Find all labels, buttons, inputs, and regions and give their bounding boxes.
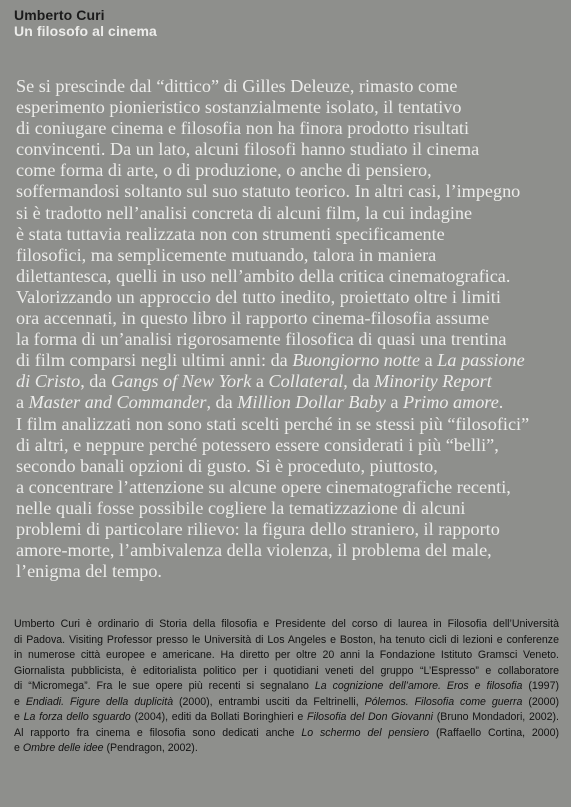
blurb-line: [16, 224, 561, 245]
blurb-line: [16, 477, 561, 498]
text-run: (2000), entrambi usciti da Feltrinelli,: [173, 695, 365, 708]
blurb-line: [16, 181, 561, 202]
text-run: in numerose città europee e americane. Ha diretto per oltre 20 anni la Fondazione Istituto Gramsci Veneto.: [14, 649, 559, 661]
text-run: di altri, e neppure perché potessero essere considerati i più “belli”,: [16, 434, 499, 455]
blurb-line: [16, 456, 561, 477]
blurb-line: [16, 97, 561, 118]
italic-title: La passione: [437, 350, 525, 371]
text-run: secondo banali opzioni di gusto. Si è proceduto, piuttosto,: [16, 455, 438, 476]
text-run: a: [251, 371, 269, 392]
blurb-line: [16, 266, 561, 287]
text-run: , da: [80, 371, 111, 392]
blurb-line: [16, 308, 561, 329]
text-run: (Raffaello Cortina, 2000): [429, 726, 559, 739]
text-run: (2000): [522, 695, 559, 708]
italic-title: Pólemos. Filosofia come guerra: [364, 695, 523, 708]
text-run: è stata tuttavia realizzata non con strumenti specificamente: [16, 223, 445, 244]
blurb-line: [16, 350, 561, 371]
text-run: , da: [206, 392, 238, 413]
bio-line: [14, 633, 559, 649]
text-run: (2004), editi da Bollati Boringhieri e: [130, 711, 307, 723]
blurb-line: [16, 76, 561, 97]
text-run: I film analizzati non sono stati scelti perché in se stessi più “filosofici”: [16, 413, 530, 434]
blurb-line: [16, 245, 561, 266]
text-run: ora accennati, in questo libro il rapporto cinema-filosofia assume: [16, 308, 490, 329]
text-run: soffermandosi soltanto sul suo statuto teorico. In altri casi, l’impegno: [16, 181, 521, 202]
book-blurb: [16, 76, 561, 582]
text-run: di film comparsi negli ultimi anni: da: [16, 350, 293, 371]
text-run: Umberto Curi è ordinario di Storia della filosofia e Presidente del corso di laurea in Filosofia dell’Università: [14, 618, 559, 630]
italic-title: Million Dollar Baby: [237, 392, 386, 413]
bio-line: [14, 664, 559, 680]
blurb-line: [16, 118, 561, 139]
text-run: convincenti. Da un lato, alcuni filosofi hanno studiato il cinema: [16, 139, 480, 160]
bio-line: [14, 695, 559, 711]
text-run: la forma di un’analisi rigorosamente filosofica di quasi una trentina: [16, 329, 507, 350]
text-run: Giornalista pubblicista, è editorialista politico per i quotidiani veneti del gruppo “L’Espresso” e collaboratore: [14, 664, 559, 677]
italic-title: Minority Report: [374, 371, 492, 392]
text-run: (Pendragon, 2002).: [103, 742, 198, 754]
text-run: e: [14, 742, 23, 754]
blurb-line: [16, 371, 561, 392]
blurb-line: [16, 561, 561, 582]
text-run: si è tradotto nell’analisi concreta di alcuni film, la cui indagine: [16, 202, 473, 223]
bio-line: [14, 617, 559, 633]
bio-line: [14, 679, 559, 695]
blurb-line: [16, 414, 561, 435]
blurb-line: [16, 139, 561, 160]
blurb-line: [16, 392, 561, 413]
text-run: come forma di arte, o di produzione, o anche di pensiero,: [16, 160, 432, 181]
text-run: a: [385, 392, 403, 413]
italic-title: Collateral: [268, 371, 344, 392]
bio-line: [14, 710, 559, 726]
text-run: (Bruno Mondadori, 2002).: [433, 711, 559, 723]
text-run: di coniugare cinema e filosofia non ha finora prodotto risultati: [16, 118, 470, 139]
bio-line: [14, 726, 559, 742]
text-run: problemi di particolare rilievo: la figura dello straniero, il rapporto: [16, 518, 500, 539]
italic-title: Gangs of New York: [111, 371, 252, 392]
italic-title: Primo amore: [402, 392, 499, 413]
author-name: Umberto Curi: [14, 7, 105, 23]
text-run: a: [420, 350, 438, 371]
text-run: di Padova. Visiting Professor presso le Università di Los Angeles e Boston, ha tenuto cicli di lezioni e conferenze: [14, 633, 559, 646]
text-run: Al rapporto fra cinema e filosofia sono dedicati anche: [14, 726, 302, 739]
italic-title: Endiadi. Figure della duplicità: [25, 695, 174, 708]
blurb-line: [16, 498, 561, 519]
italic-title: La cognizione dell’amore. Eros e filosofia: [314, 680, 523, 692]
italic-title: Buongiorno notte: [292, 350, 421, 371]
text-run: l’enigma del tempo.: [16, 561, 162, 582]
bio-line: [14, 741, 559, 757]
author-biography: [14, 617, 559, 757]
text-run: e: [14, 711, 24, 723]
italic-title: Filosofia del Don Giovanni: [307, 711, 433, 723]
text-run: di “Micromega”. Fra le sue opere più recenti si segnalano: [14, 680, 315, 692]
blurb-line: [16, 519, 561, 540]
italic-title: Ombre delle idee: [22, 742, 104, 754]
text-run: a concentrare l’attenzione su alcune opere cinematografiche recenti,: [16, 476, 511, 497]
text-run: a: [16, 392, 29, 413]
text-run: Valorizzando un approccio del tutto inedito, proiettato oltre i limiti: [16, 286, 501, 307]
text-run: amore-morte, l’ambivalenza della violenza, il problema del male,: [16, 540, 492, 561]
italic-title: di Cristo: [16, 371, 81, 392]
text-run: , da: [343, 371, 375, 392]
blurb-line: [16, 435, 561, 456]
text-run: esperimento pionieristico sostanzialmente isolato, il tentativo: [16, 97, 462, 118]
blurb-line: [16, 540, 561, 561]
text-run: .: [498, 392, 504, 413]
text-run: Se si prescinde dal “dittico” di Gilles Deleuze, rimasto come: [16, 76, 458, 96]
blurb-line: [16, 287, 561, 308]
book-title: Un filosofo al cinema: [14, 23, 157, 39]
blurb-line: [16, 203, 561, 224]
italic-title: Master and Commander: [28, 392, 207, 413]
bio-line: [14, 648, 559, 664]
italic-title: Lo schermo del pensiero: [301, 726, 430, 739]
italic-title: La forza dello sguardo: [23, 711, 131, 723]
text-run: nelle quali fosse possibile cogliere la tematizzazione di alcuni: [16, 497, 466, 518]
blurb-line: [16, 329, 561, 350]
text-run: (1997): [522, 680, 559, 692]
text-run: e: [14, 695, 26, 708]
text-run: filosofici, ma semplicemente mutuando, talora in maniera: [16, 244, 437, 265]
text-run: dilettantesca, quelli in uso nell’ambito della critica cinematografica.: [16, 265, 511, 286]
blurb-line: [16, 160, 561, 181]
